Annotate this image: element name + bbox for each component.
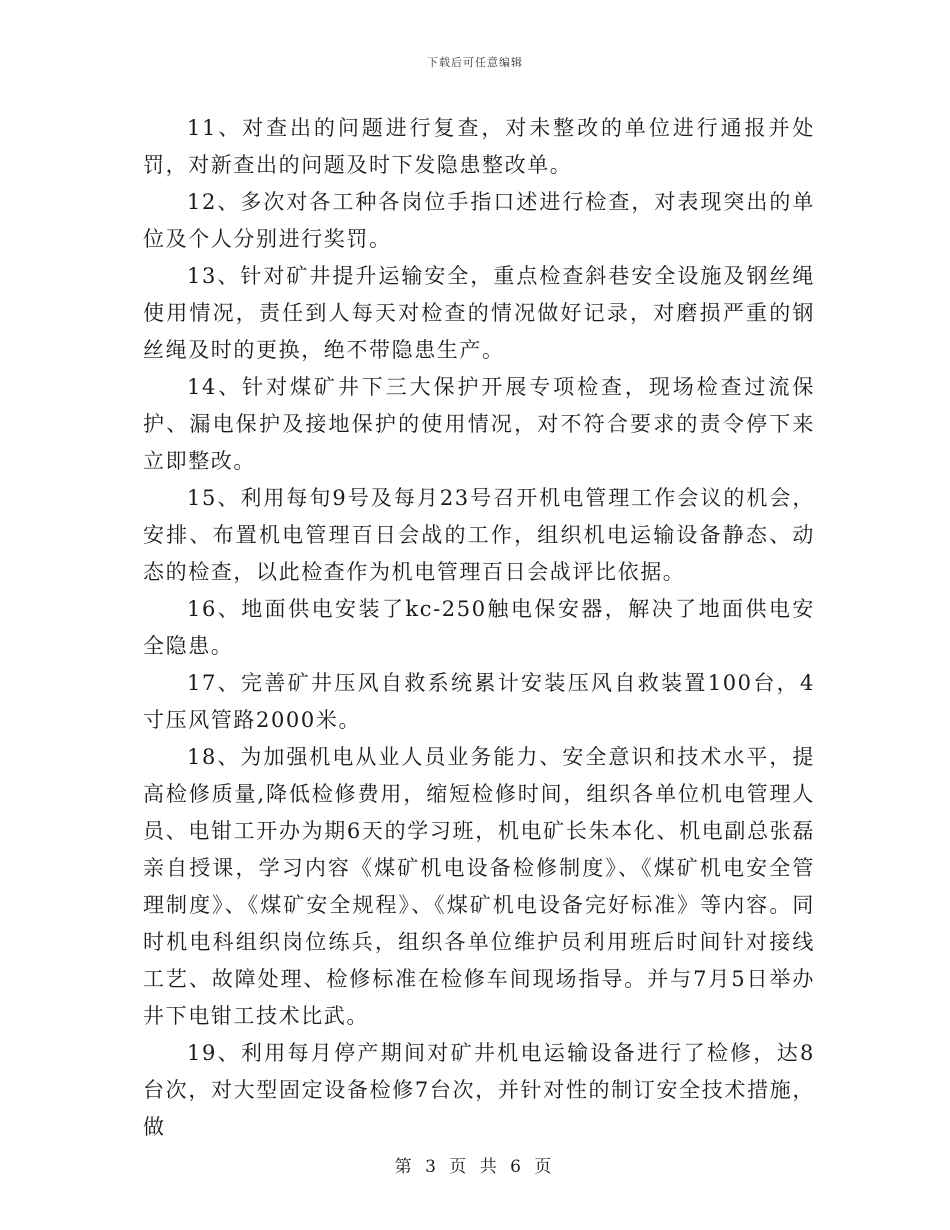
page-number-footer: 第 3 页 共 6 页	[394, 1157, 556, 1177]
paragraph-17: 17、完善矿井压风自救系统累计安装压风自救装置100台，4寸压风管路2000米。	[143, 671, 815, 732]
paragraph-16: 16、地面供电安装了kc-250触电保安器，解决了地面供电安全隐患。	[143, 597, 815, 658]
document-body	[143, 110, 815, 1146]
paragraph-14: 14、针对煤矿井下三大保护开展专项检查，现场检查过流保护、漏电保护及接地保护的使用情况，对不符合要求的责令停下来立即整改。	[143, 375, 815, 473]
paragraph-15: 15、利用每旬9号及每月23号召开机电管理工作会议的机会，安排、布置机电管理百日会战的工作，组织机电运输设备静态、动态的检查，以此检查作为机电管理百日会战评比依据。	[143, 486, 815, 584]
page-header-note: 下载后可任意编辑	[427, 56, 523, 69]
paragraph-18: 18、为加强机电从业人员业务能力、安全意识和技术水平，提高检修质量,降低检修费用，缩短检修时间，组织各单位机电管理人员、电钳工开办为期6天的学习班，机电矿长朱本化、机电副总张磊亲自授课，学习内容《煤矿机电设备检修制度》、《煤矿机电安全管理制度》、《煤矿安全规程》、《煤矿机电设备完好标准》等内容。同时机电科组织岗位练兵，组织各单位维护员利用班后时间针对接线工艺、故障处理、检修标准在检修车间现场指导。并与7月5日举办井下电钳工技术比武。	[143, 745, 815, 1028]
paragraph-13: 13、针对矿井提升运输安全，重点检查斜巷安全设施及钢丝绳使用情况，责任到人每天对检查的情况做好记录，对磨损严重的钢丝绳及时的更换，绝不带隐患生产。	[143, 264, 815, 362]
paragraph-12: 12、多次对各工种各岗位手指口述进行检查，对表现突出的单位及个人分别进行奖罚。	[143, 190, 815, 251]
paragraph-19: 19、利用每月停产期间对矿井机电运输设备进行了检修，达8台次，对大型固定设备检修7台次，并针对性的制订安全技术措施，做	[143, 1041, 815, 1139]
paragraph-11: 11、对查出的问题进行复查，对未整改的单位进行通报并处罚，对新查出的问题及时下发隐患整改单。	[143, 116, 815, 177]
